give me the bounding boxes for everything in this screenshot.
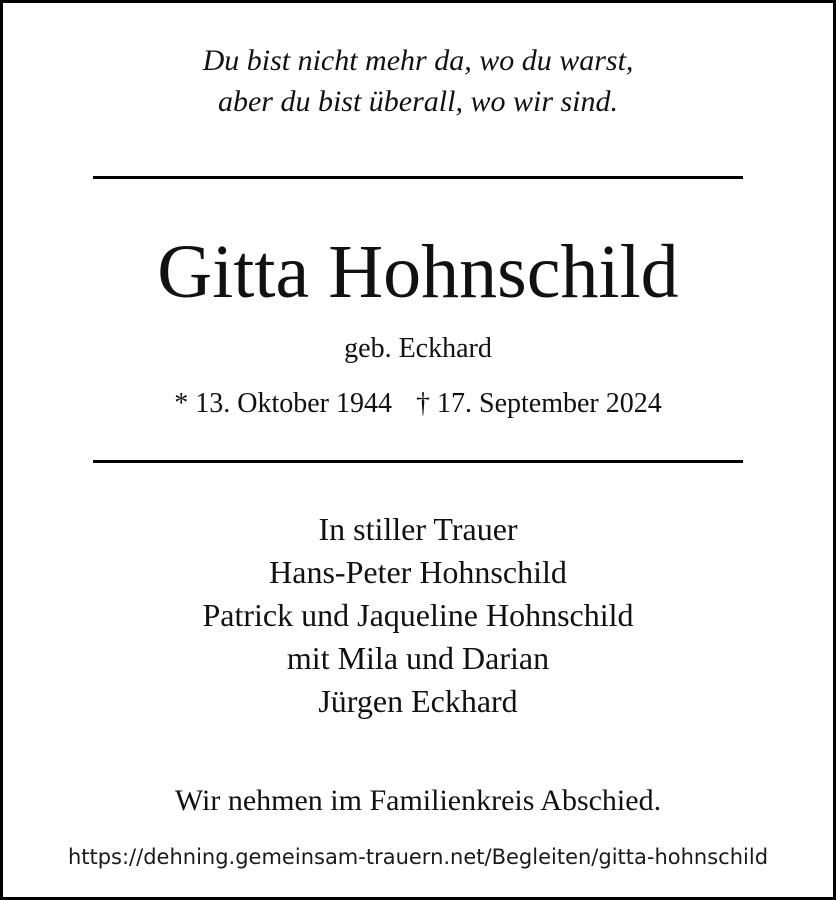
memorial-quote [0, 40, 836, 122]
death-date: † 17. September 2024 [416, 388, 662, 419]
quote-line: aber du bist überall, wo wir sind. [217, 85, 619, 118]
maiden-name: geb. Eckhard [344, 333, 492, 364]
mourner-name: mit Mila und Darian [286, 640, 550, 676]
life-dates [0, 386, 836, 422]
mourner-name: Hans-Peter Hohnschild [269, 554, 567, 590]
memorial-url-link[interactable]: https://dehning.gemeinsam-trauern.net/Begleiten/gitta-hohnschild [67, 845, 769, 869]
mourners-block [0, 508, 836, 723]
deceased-name: Gitta Hohnschild [157, 230, 679, 314]
farewell-note: Wir nehmen im Familienkreis Abschied. [174, 784, 662, 817]
bottom-divider [93, 460, 743, 463]
birth-date: * 13. Oktober 1944 [174, 388, 392, 419]
mourner-name: Patrick und Jaqueline Hohnschild [202, 597, 634, 633]
mourner-name: Jürgen Eckhard [318, 683, 518, 719]
mourners-heading: In stiller Trauer [318, 511, 518, 547]
quote-line: Du bist nicht mehr da, wo du warst, [202, 44, 634, 77]
top-divider [93, 176, 743, 179]
